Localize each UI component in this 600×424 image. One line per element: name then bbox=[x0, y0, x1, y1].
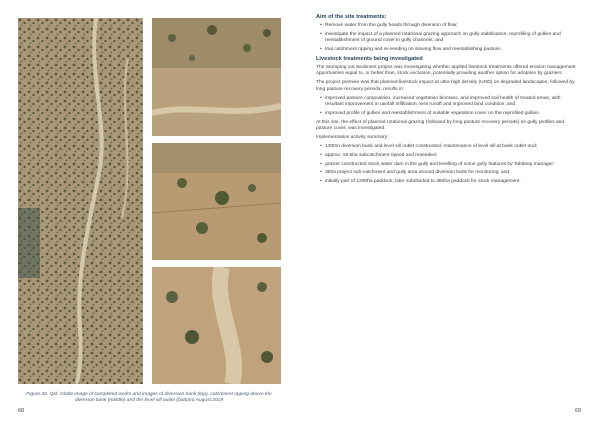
list-item: • improved pasture composition, increased vegetation biomass, and improved soil health of treated areas, with resultant improvement in rainfall infiltration, less runoff and improved land condition; and bbox=[325, 96, 580, 108]
list-item: • Remove water from the gully heads through diversion of flow; bbox=[325, 23, 580, 29]
paragraph: The Stomping out Sediment project was investigating whether applied livestock treatments offered erosion management opportunities equal to, or better than, stock exclusion, potentially providing another option for adoption by graziers. bbox=[316, 65, 576, 77]
aims-list bbox=[316, 23, 580, 53]
list-item: • initially part of 1200ha paddock, later subdivided to 380ha paddock for stock management. bbox=[325, 179, 580, 185]
page-number-right: 69 bbox=[575, 408, 582, 414]
aims-heading: Aim of the site treatments: bbox=[316, 14, 387, 20]
list-item: • 35ha project sub-catchment and gully area around diversion bank for monitoring; and bbox=[325, 170, 580, 176]
paragraph: At this site, the effect of planned rotational grazing (followed by long pasture recovery periods) on gully profiles and pasture cover, was investigated. bbox=[316, 119, 565, 132]
paragraph: The project premise was that planned livestock impact at ultra high density (UHD) on degraded landscapes, followed by long pasture recovery periods, results in: bbox=[316, 80, 575, 92]
list-item: • improved profile of gullies and reestablishment of suitable vegetation cover on the reprofiled gullies. bbox=[325, 111, 580, 117]
paragraph: Implementation activity summary: bbox=[316, 135, 389, 141]
aerial-image-completed-works bbox=[18, 18, 143, 384]
catchment-ripping-photo bbox=[152, 143, 281, 260]
list-item: • 1300m diversion bank and level sill outlet constructed, maintenance of level sill at bank outlet end; bbox=[325, 144, 580, 150]
list-item: • approx. 18.5ha subcatchment ripped and reseeded; bbox=[325, 153, 580, 159]
figure-caption: Figure 30. Qld. Globe image of completed works and images of diversion bank (top), catchment ripping above the diversion bank (middle) and the level sill outlet (bottom) August 2019 bbox=[26, 392, 272, 404]
list-item: • trial catchment ripping and re-seeding on slowing flow and reestablishing pasture. bbox=[325, 47, 580, 53]
summary-list bbox=[316, 144, 580, 185]
livestock-heading: Livestock treatments being investigated bbox=[316, 55, 423, 62]
right-page-text bbox=[316, 14, 580, 188]
list-item: • grazier constructed stock water dam in the gully and levelling of some gully features by Tabletop manager; bbox=[325, 162, 580, 168]
list-item: • investigate the impact of a planned rotational grazing approach on gully stabilisation, reprofiling of gullies and reestablishment of ground cover in gully channels; and bbox=[325, 32, 580, 44]
diversion-bank-photo bbox=[152, 18, 281, 136]
results-list bbox=[316, 96, 580, 117]
page-number-left: 68 bbox=[18, 408, 25, 414]
level-sill-outlet-photo bbox=[152, 267, 281, 384]
